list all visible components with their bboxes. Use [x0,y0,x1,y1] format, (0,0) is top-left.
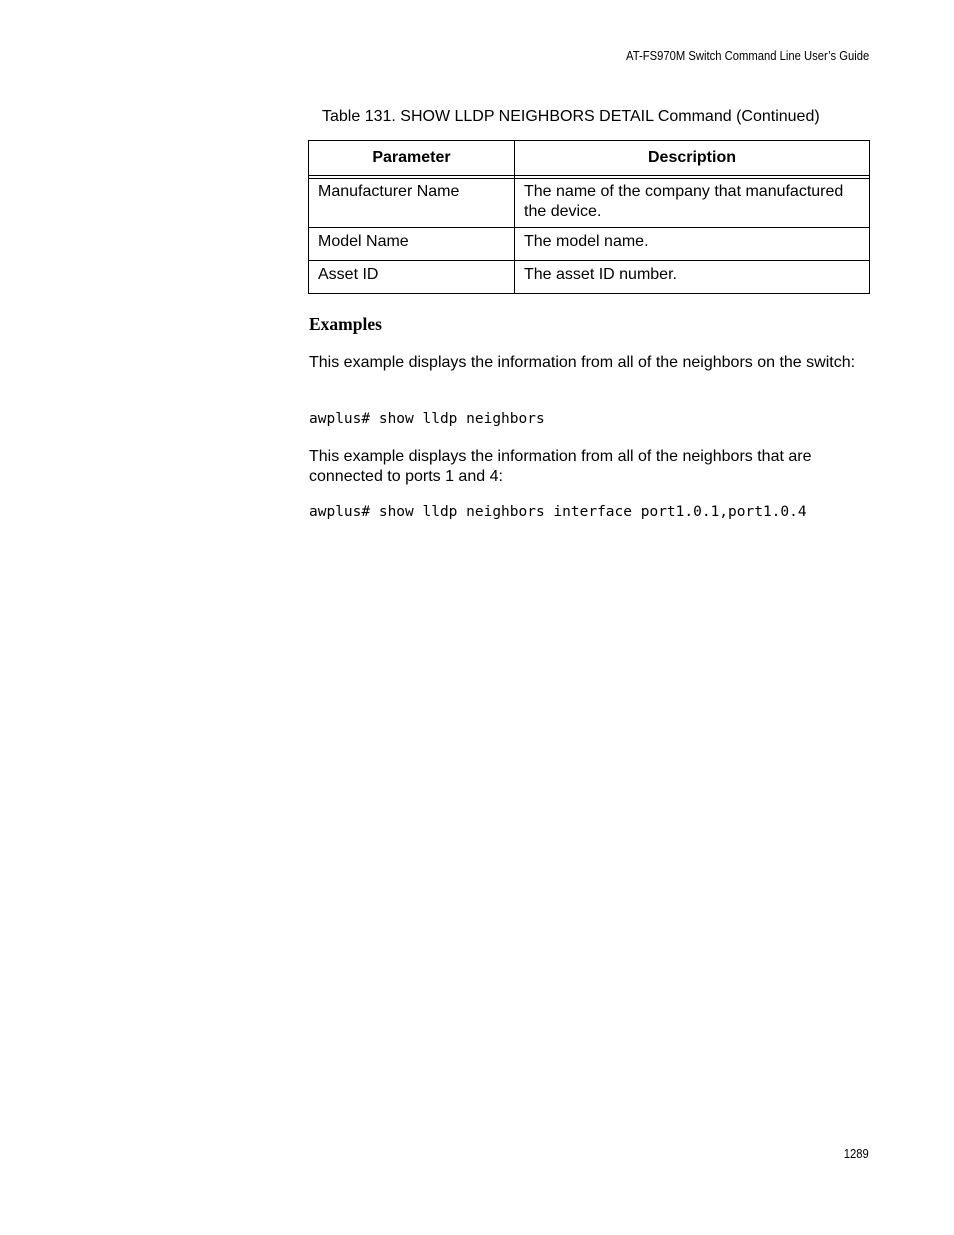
table-caption: Table 131. SHOW LLDP NEIGHBORS DETAIL Command (Continued) [322,108,820,125]
parameter-cell: Manufacturer Name [309,179,515,228]
table-row [309,179,870,228]
running-header: AT-FS970M Switch Command Line User’s Guide [625,49,869,63]
table-header-row [309,141,870,176]
code-example-2: awplus# show lldp neighbors interface port1.0.1,port1.0.4 [309,504,807,520]
example-description-2: This example displays the information from all of the neighbors that are connected to ports 1 and 4: [309,448,812,485]
page-number: 1289 [843,1147,869,1161]
parameter-cell: Asset ID [309,261,515,294]
parameter-cell: Model Name [309,228,515,261]
column-header-parameter: Parameter [309,141,515,176]
table-row [309,261,870,294]
table-row [309,228,870,261]
description-cell: The asset ID number. [515,261,870,294]
examples-heading: Examples [309,314,382,334]
column-header-description: Description [515,141,870,176]
code-example-1: awplus# show lldp neighbors [309,411,545,427]
description-cell: The model name. [515,228,870,261]
description-cell: The name of the company that manufactured the device. [515,179,870,228]
parameter-table [308,140,870,294]
example-description-1: This example displays the information from all of the neighbors on the switch: [309,354,856,371]
